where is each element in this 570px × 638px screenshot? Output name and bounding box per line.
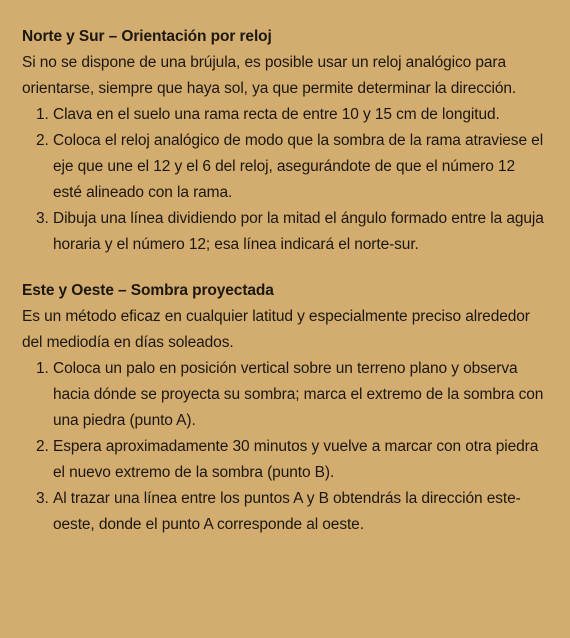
step-text: Espera aproximadamente 30 minutos y vuelve a marcar con otra piedra el nuevo extremo de la sombra (punto B). bbox=[53, 438, 539, 481]
list-item bbox=[22, 128, 548, 206]
step-text: Coloca un palo en posición vertical sobre un terreno plano y observa hacia dónde se proyecta su sombra; marca el extremo de la sombra con una piedra (punto A). bbox=[53, 360, 544, 429]
step-text: Al trazar una línea entre los puntos A y B obtendrás la dirección este-oeste, donde el punto A corresponde al oeste. bbox=[53, 490, 521, 533]
step-number: 1. bbox=[36, 360, 49, 377]
step-number: 3. bbox=[36, 210, 49, 227]
list-item bbox=[22, 434, 548, 486]
section-north-south bbox=[22, 24, 548, 258]
section-heading: Este y Oeste – Sombra proyectada bbox=[22, 282, 274, 299]
section-east-west bbox=[22, 278, 548, 538]
list-item bbox=[22, 356, 548, 434]
steps-list bbox=[22, 356, 548, 538]
step-text: Dibuja una línea dividiendo por la mitad el ángulo formado entre la aguja horaria y el número 12; esa línea indicará el norte-sur. bbox=[53, 210, 544, 253]
step-number: 1. bbox=[36, 106, 49, 123]
step-text: Clava en el suelo una rama recta de entre 10 y 15 cm de longitud. bbox=[53, 106, 500, 123]
section-intro: Si no se dispone de una brújula, es posible usar un reloj analógico para orientarse, siempre que haya sol, ya que permite determinar la dirección. bbox=[22, 54, 517, 97]
step-text: Coloca el reloj analógico de modo que la sombra de la rama atraviese el eje que une el 12 y el 6 del reloj, asegurándote de que el número 12 esté alineado con la rama. bbox=[53, 132, 544, 201]
section-intro: Es un método eficaz en cualquier latitud y especialmente preciso alrededor del mediodía en días soleados. bbox=[22, 308, 530, 351]
step-number: 2. bbox=[36, 132, 49, 149]
list-item bbox=[22, 102, 548, 128]
list-item bbox=[22, 486, 548, 538]
step-number: 3. bbox=[36, 490, 49, 507]
section-heading: Norte y Sur – Orientación por reloj bbox=[22, 28, 272, 45]
step-number: 2. bbox=[36, 438, 49, 455]
steps-list bbox=[22, 102, 548, 258]
list-item bbox=[22, 206, 548, 258]
